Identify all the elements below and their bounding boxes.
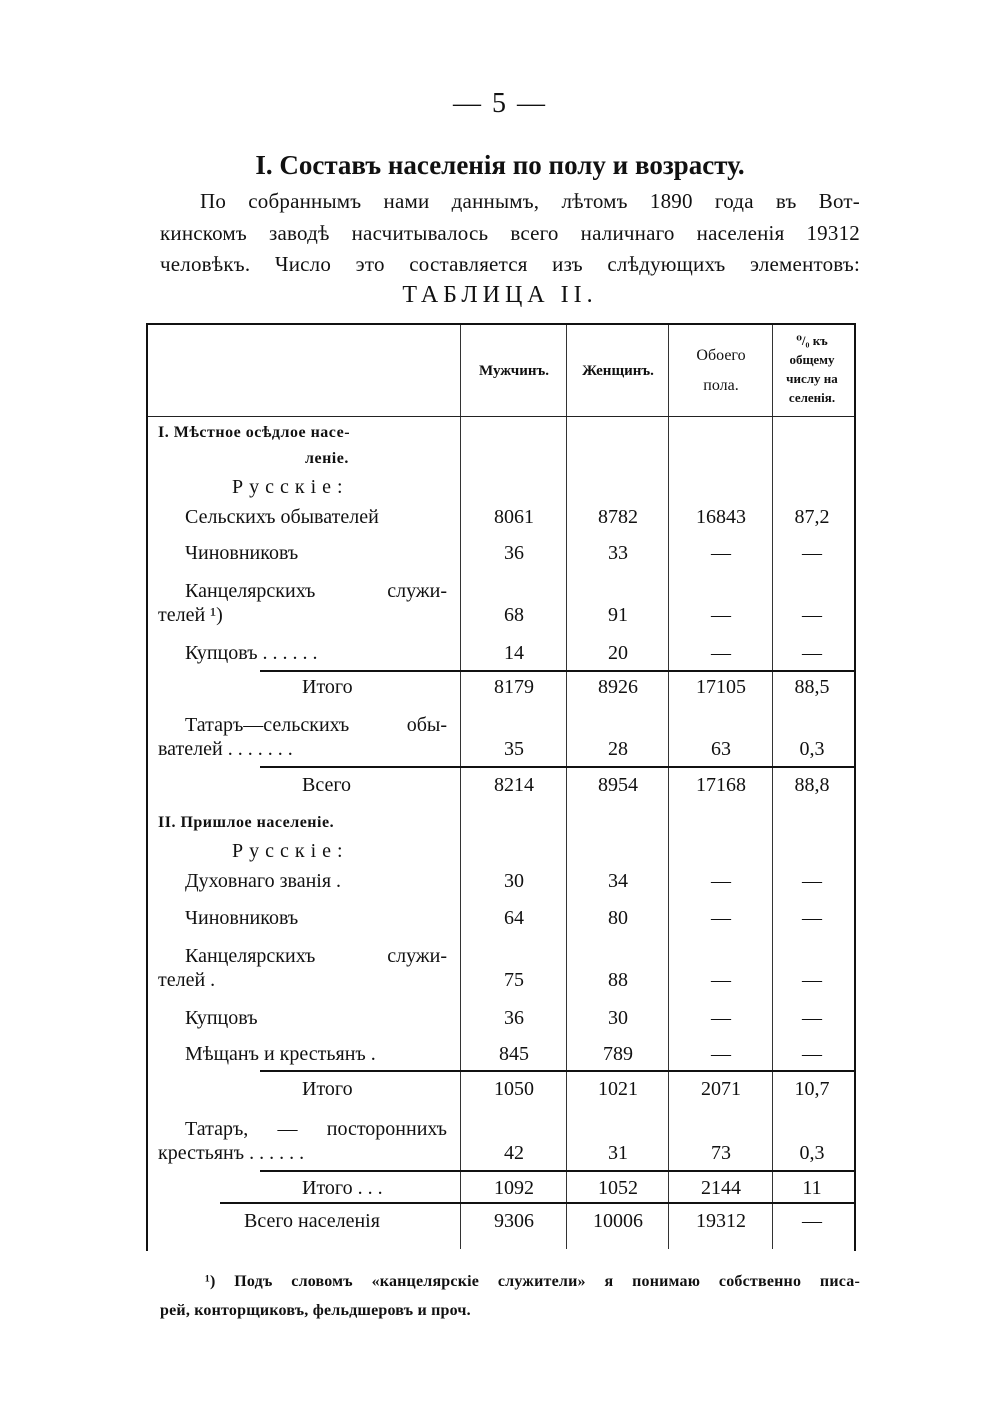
s1-tatars-women: 28 xyxy=(608,738,628,760)
s2-tatars-label-1: Татаръ, — постороннихъ xyxy=(185,1118,447,1140)
col-divider-3 xyxy=(668,325,669,1249)
s1-row1-women: 8782 xyxy=(598,506,638,528)
s2-row2-pct: — xyxy=(802,907,822,929)
total-men: 9306 xyxy=(494,1210,534,1232)
s1-row4-label: Купцовъ . . . . . . xyxy=(185,642,318,664)
s1-itogo-women: 8926 xyxy=(598,676,638,698)
s1-row2-label: Чиновниковъ xyxy=(185,542,299,564)
s2-row4-women: 30 xyxy=(608,1007,628,1029)
s2-row4-men: 36 xyxy=(504,1007,524,1029)
s1-row1-men: 8061 xyxy=(494,506,534,528)
intro-line-2: кинскомъ заводѣ насчитывалось всего наличнаго населенія 19312 xyxy=(160,221,860,245)
header-pct-2: общему xyxy=(789,352,835,367)
s1-row3-both: — xyxy=(711,604,731,626)
total-women: 10006 xyxy=(593,1210,643,1232)
total-pct: — xyxy=(802,1210,822,1232)
s1-tatars-pct: 0,3 xyxy=(799,738,825,760)
s2-row2-men: 64 xyxy=(504,907,524,929)
header-both-1: Обоего xyxy=(696,347,746,364)
s2-row3-label-2: телей . xyxy=(158,969,216,991)
s2-itogo-pct: 10,7 xyxy=(794,1078,830,1100)
footnote-line-1: ¹) Подъ словомъ «канцелярскіе служители» я понимаю собственно писа- xyxy=(205,1273,860,1290)
s1-row2-both: — xyxy=(711,542,731,564)
s2-itogo-women: 1021 xyxy=(598,1078,638,1100)
s1-row3-pct: — xyxy=(802,604,822,626)
s1-row4-women: 20 xyxy=(608,642,628,664)
s1-vsego-both: 17168 xyxy=(696,774,746,796)
s2-row2-both: — xyxy=(711,907,731,929)
s1-row4-pct: — xyxy=(802,642,822,664)
s2-row3-pct: — xyxy=(802,969,822,991)
header-men: Мужчинъ. xyxy=(478,363,549,379)
footnote-line-2: рей, конторщиковъ, фельдшеровъ и проч. xyxy=(160,1302,471,1319)
table-top-border xyxy=(146,323,856,325)
s2-row1-both: — xyxy=(711,870,731,892)
s2-row3-men: 75 xyxy=(504,969,524,991)
s2-itogo-rule xyxy=(260,1070,854,1072)
header-both-2: пола. xyxy=(703,377,739,394)
s1-tatars-label-1: Татаръ—сельскихъ обы- xyxy=(185,714,447,736)
header-pct-3: числу на xyxy=(786,371,838,386)
s2-row3-women: 88 xyxy=(608,969,628,991)
s2-tatars-women: 31 xyxy=(608,1142,628,1164)
s2-row1-women: 34 xyxy=(608,870,628,892)
s1-itogo-rule xyxy=(260,670,854,672)
s1-vsego-men: 8214 xyxy=(494,774,534,796)
section2-title: II. Пришлое населеніе. xyxy=(158,814,335,831)
intro-line-1: По собраннымъ нами даннымъ, лѣтомъ 1890 года въ Вот- xyxy=(200,189,860,213)
s1-row2-men: 36 xyxy=(504,542,524,564)
s1-itogo-label: Итого xyxy=(302,676,353,698)
s1-vsego-pct: 88,8 xyxy=(794,774,830,796)
s2-row3-label-1: Канцелярскихъ служи- xyxy=(185,945,447,967)
s2-row2-label: Чиновниковъ xyxy=(185,907,299,929)
s2-itogo2-women: 1052 xyxy=(598,1177,638,1199)
intro-line-3: человѣкъ. Число это составляется изъ слѣдующихъ элементовъ: xyxy=(160,252,860,276)
s2-row1-men: 30 xyxy=(504,870,524,892)
s1-row3-women: 91 xyxy=(608,604,628,626)
header-women: Женщинъ. xyxy=(582,363,654,379)
s2-row3-both: — xyxy=(711,969,731,991)
header-bottom-rule xyxy=(148,416,854,417)
s2-itogo2-label: Итого . . . xyxy=(302,1177,383,1199)
s2-tatars-label-2: крестьянъ . . . . . . xyxy=(158,1142,305,1164)
section-heading: I. Составъ населенія по полу и возрасту. xyxy=(255,150,745,180)
s1-vsego-women: 8954 xyxy=(598,774,638,796)
table-right-border xyxy=(854,323,856,1251)
s2-row4-label: Купцовъ xyxy=(185,1007,258,1029)
s1-tatars-men: 35 xyxy=(504,738,524,760)
section1-title-1: I. Мѣстное осѣдлое насе- xyxy=(158,424,351,441)
s2-itogo-label: Итого xyxy=(302,1078,353,1100)
s2-row5-label: Мѣщанъ и крестьянъ . xyxy=(185,1043,376,1065)
s2-row4-both: — xyxy=(711,1007,731,1029)
s1-row4-both: — xyxy=(711,642,731,664)
s1-row2-women: 33 xyxy=(608,542,628,564)
col-divider-1 xyxy=(460,325,461,1249)
table-caption: ТАБЛИЦА II. xyxy=(402,282,598,308)
page-number: — 5 — xyxy=(453,88,547,119)
s1-row4-men: 14 xyxy=(504,642,524,664)
table-left-border xyxy=(146,323,148,1251)
s1-row1-pct: 87,2 xyxy=(794,506,830,528)
s2-itogo-both: 2071 xyxy=(701,1078,741,1100)
s1-row2-pct: — xyxy=(802,542,822,564)
header-pct-4: селенія. xyxy=(788,390,836,405)
s2-itogo2-men: 1092 xyxy=(494,1177,534,1199)
s1-tatars-label-2: вателей . . . . . . . xyxy=(158,738,293,760)
total-both: 19312 xyxy=(696,1210,746,1232)
s1-row3-label-1: Канцелярскихъ служи- xyxy=(185,580,447,602)
s2-row5-both: — xyxy=(711,1043,731,1065)
s2-tatars-men: 42 xyxy=(504,1142,524,1164)
s2-itogo2-pct: 11 xyxy=(802,1177,822,1199)
s2-itogo2-both: 2144 xyxy=(701,1177,741,1199)
s2-tatars-pct: 0,3 xyxy=(799,1142,825,1164)
header-pct-1: ⁰/₀ къ xyxy=(796,333,828,348)
col-divider-2 xyxy=(566,325,567,1249)
s1-row1-both: 16843 xyxy=(696,506,746,528)
s2-row5-pct: — xyxy=(802,1043,822,1065)
total-rule xyxy=(220,1202,854,1204)
s2-row1-label: Духовнаго званія . xyxy=(185,870,342,892)
s1-row3-men: 68 xyxy=(504,604,524,626)
section2-russians: Русскіе: xyxy=(232,840,349,862)
s1-itogo-both: 17105 xyxy=(696,676,746,698)
s1-itogo-men: 8179 xyxy=(494,676,534,698)
s1-vsego-rule xyxy=(260,766,854,768)
section1-title-2: леніе. xyxy=(305,450,349,467)
s2-itogo2-rule xyxy=(260,1170,854,1172)
s2-row5-women: 789 xyxy=(603,1043,633,1065)
s2-row5-men: 845 xyxy=(499,1043,529,1065)
s2-row1-pct: — xyxy=(802,870,822,892)
s1-itogo-pct: 88,5 xyxy=(794,676,830,698)
s2-tatars-both: 73 xyxy=(711,1142,731,1164)
section1-russians: Русскіе: xyxy=(232,476,349,498)
s2-row4-pct: — xyxy=(802,1007,822,1029)
s1-row3-label-2: телей ¹) xyxy=(158,604,223,626)
s2-row2-women: 80 xyxy=(608,907,628,929)
s2-itogo-men: 1050 xyxy=(494,1078,534,1100)
total-label: Всего населенія xyxy=(244,1210,380,1232)
s1-vsego-label: Всего xyxy=(302,774,352,796)
s1-tatars-both: 63 xyxy=(711,738,731,760)
col-divider-4 xyxy=(772,325,773,1249)
s1-row1-label: Сельскихъ обывателей xyxy=(185,506,379,528)
